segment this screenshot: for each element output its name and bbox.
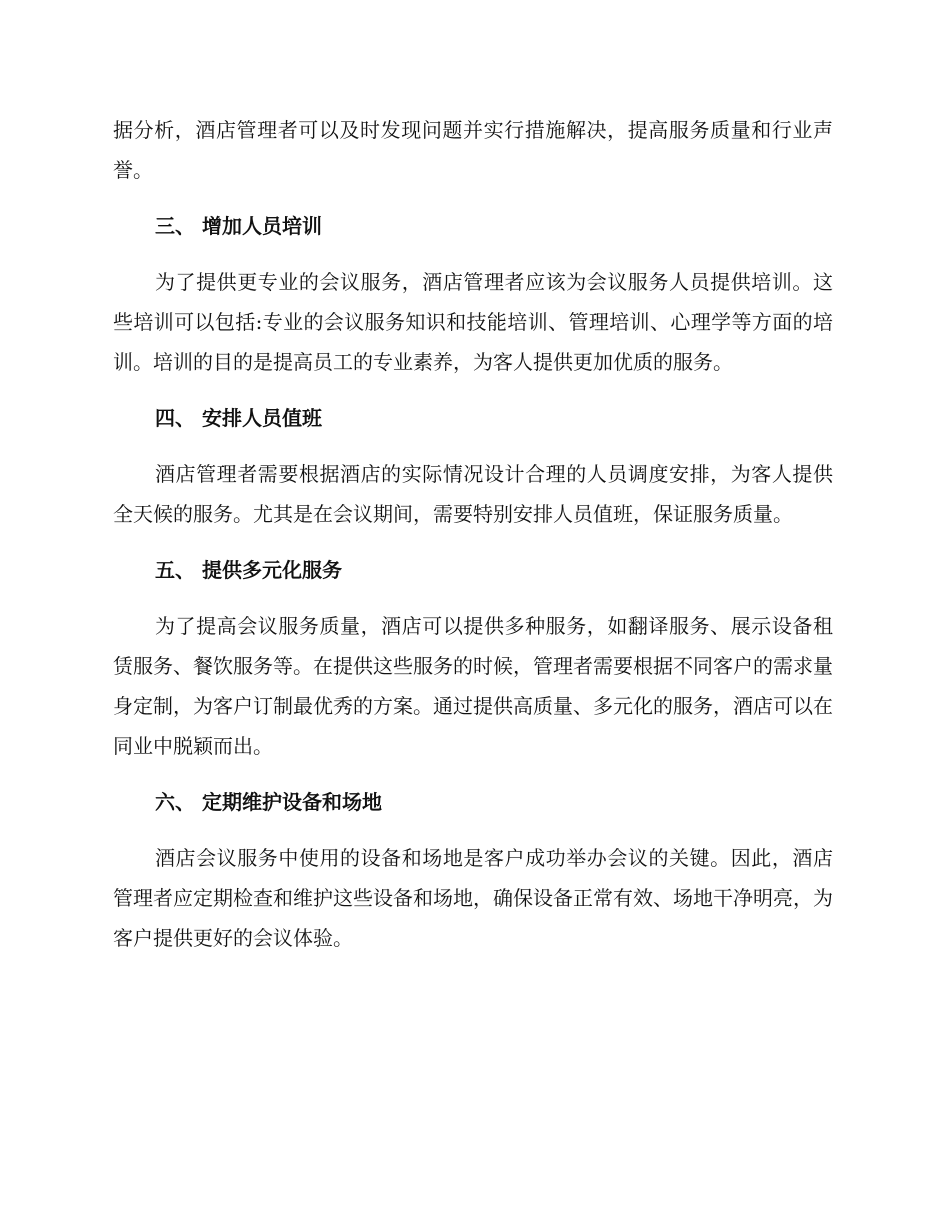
intro-paragraph: 据分析，酒店管理者可以及时发现问题并实行措施解决，提高服务质量和行业声誉。 (113, 118, 833, 182)
section-body-6: 酒店会议服务中使用的设备和场地是客户成功举办会议的关键。因此，酒店管理者应定期检查和维护这些设备和场地，确保设备正常有效、场地干净明亮，为客户提供更好的会议体验。 (113, 846, 833, 950)
section-body-5: 为了提高会议服务质量，酒店可以提供多种服务，如翻译服务、展示设备租赁服务、餐饮服务等。在提供这些服务的时候，管理者需要根据不同客户的需求量身定制，为客户订制最优秀的方案。通过提供高质量、多元化的服务，酒店可以在同业中脱颖而出。 (113, 614, 833, 758)
section-heading-6: 六、 定期维护设备和场地 (155, 790, 382, 814)
section-heading-5: 五、 提供多元化服务 (155, 558, 342, 582)
section-body-4: 酒店管理者需要根据酒店的实际情况设计合理的人员调度安排，为客人提供全天候的服务。尤其是在会议期间，需要特别安排人员值班，保证服务质量。 (113, 462, 833, 526)
document-content (113, 110, 833, 958)
section-heading-3: 三、 增加人员培训 (155, 214, 322, 238)
section-heading-4: 四、 安排人员值班 (155, 406, 322, 430)
section-body-3: 为了提供更专业的会议服务，酒店管理者应该为会议服务人员提供培训。这些培训可以包括:专业的会议服务知识和技能培训、管理培训、心理学等方面的培训。培训的目的是提高员工的专业素养，为客人提供更加优质的服务。 (113, 270, 833, 374)
